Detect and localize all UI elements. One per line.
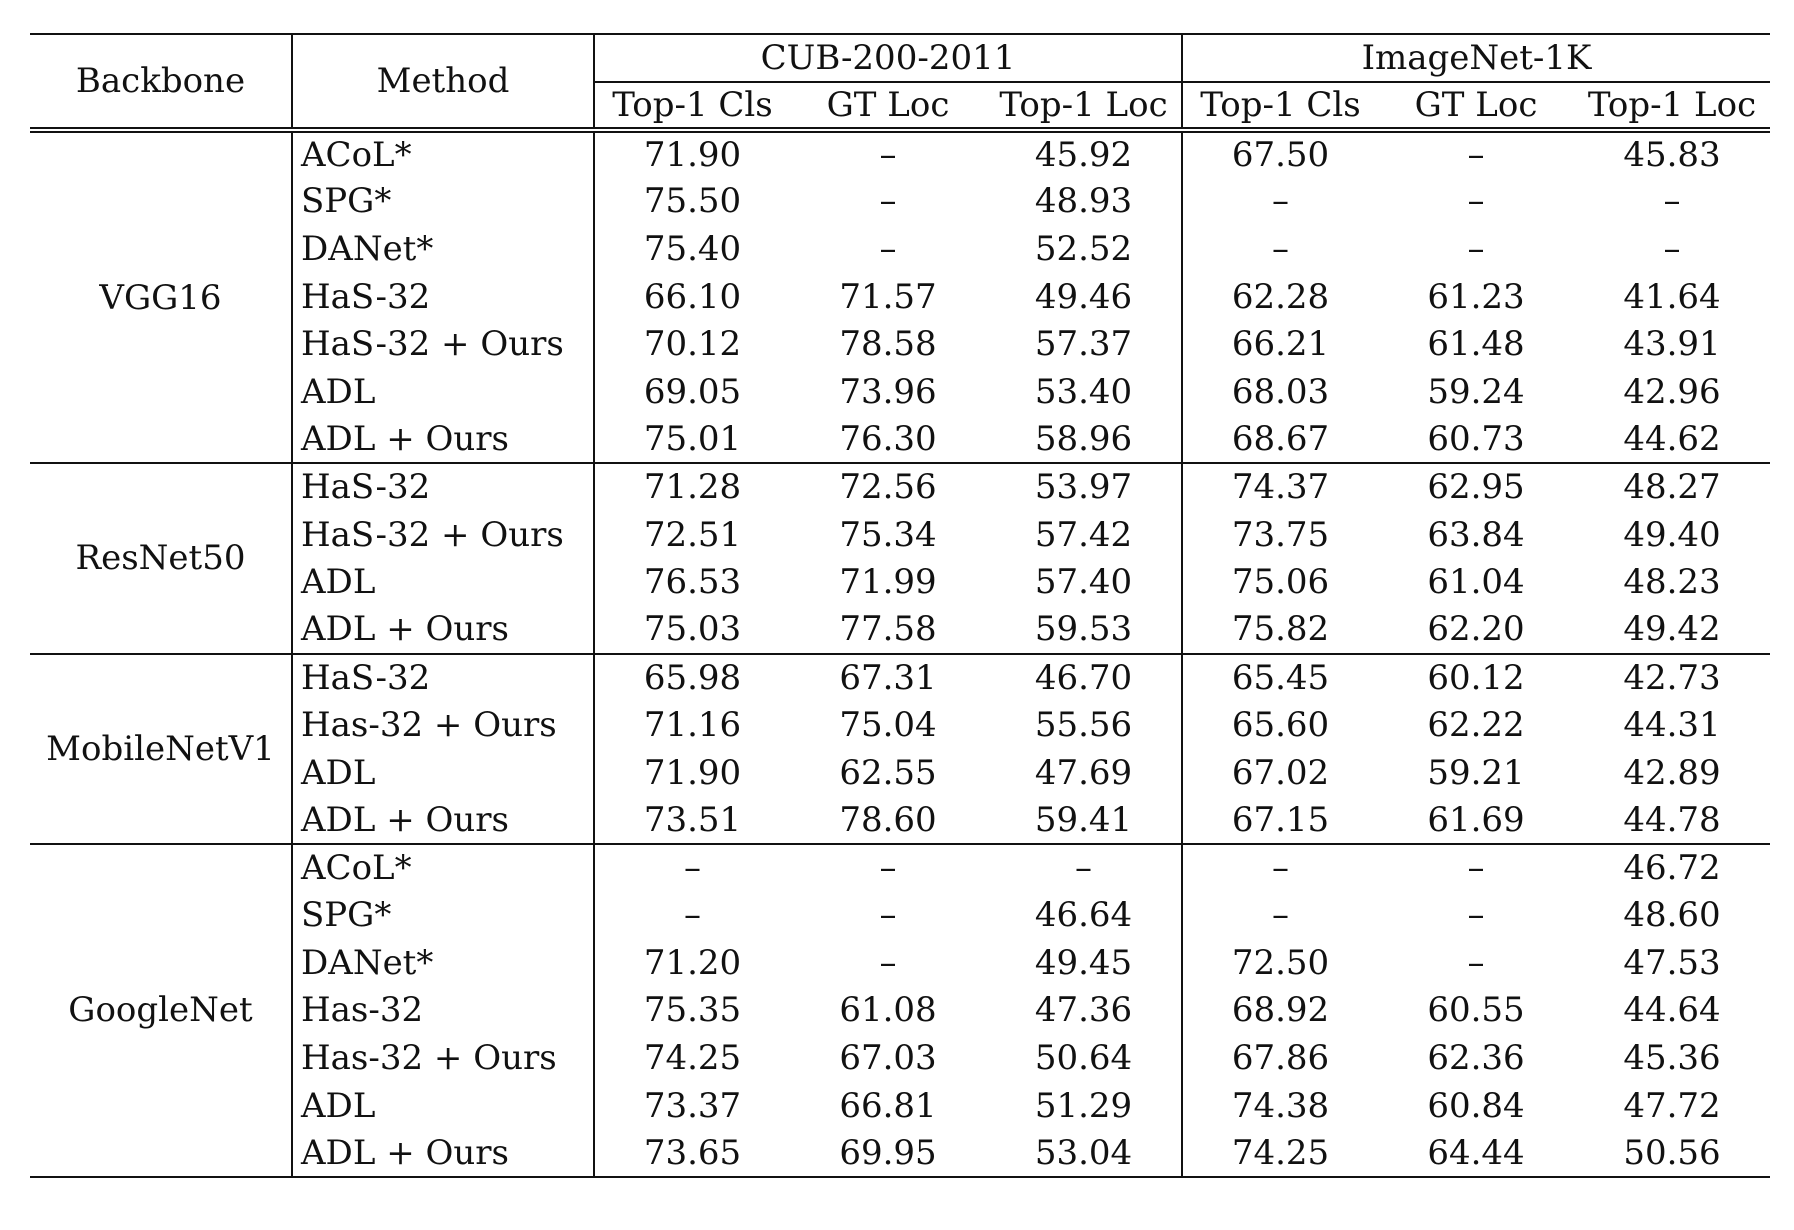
value-cell: 48.27 (1574, 463, 1770, 511)
value-cell: 78.58 (839, 324, 937, 365)
backbone-cell: ResNet50 (30, 463, 292, 653)
value-cell: 59.53 (986, 606, 1182, 654)
value-cell: 75.01 (643, 418, 742, 459)
value-cell: 42.73 (1574, 654, 1770, 702)
value-cell: 48.23 (1623, 562, 1721, 603)
value-cell: 44.62 (1623, 418, 1721, 459)
header-metric: Top-1 Loc (986, 82, 1182, 130)
method-cell: ADL + Ours (292, 606, 594, 654)
header-metric: Top-1 Cls (1200, 85, 1361, 125)
value-cell: 71.20 (643, 942, 742, 983)
table-row (30, 463, 1770, 511)
value-cell: 61.69 (1427, 799, 1525, 840)
value-cell: 60.55 (1427, 990, 1525, 1031)
value-cell: 75.82 (1231, 609, 1330, 650)
value-cell: 53.40 (986, 368, 1182, 416)
value-cell: 53.04 (986, 1129, 1182, 1177)
value-cell: 47.53 (1623, 942, 1721, 983)
backbone-cell: MobileNetV1 (30, 654, 292, 844)
value-cell: – (790, 130, 986, 178)
value-cell: 71.90 (643, 752, 742, 793)
value-cell: 71.57 (839, 276, 937, 317)
backbone-cell: VGG16 (30, 130, 292, 463)
table-row (30, 654, 1770, 702)
value-cell: 67.03 (839, 1038, 937, 1079)
value-cell: 77.58 (839, 609, 937, 650)
value-cell: 66.10 (643, 276, 742, 317)
value-cell: 71.90 (594, 130, 790, 178)
value-cell: 67.15 (1231, 799, 1330, 840)
value-cell: – (986, 844, 1182, 892)
value-cell: 58.96 (986, 416, 1182, 464)
header-dataset-imagenet: ImageNet-1K (1182, 34, 1770, 82)
method-cell: HaS-32 (292, 273, 594, 321)
value-cell: 60.73 (1427, 418, 1525, 459)
value-cell: 73.51 (643, 799, 742, 840)
value-cell: – (1272, 895, 1289, 936)
value-cell: 61.23 (1427, 276, 1525, 317)
value-cell: 44.78 (1623, 799, 1721, 840)
value-cell: 75.34 (839, 514, 937, 555)
value-cell: 70.12 (643, 324, 742, 365)
value-cell: – (1467, 228, 1485, 269)
value-cell: 72.50 (1231, 942, 1330, 983)
value-cell: – (594, 844, 790, 892)
value-cell: 72.51 (643, 514, 742, 555)
value-cell: 69.95 (790, 1129, 986, 1177)
method-cell: ADL + Ours (292, 796, 594, 844)
value-cell: – (879, 181, 897, 222)
table-row (30, 844, 1770, 892)
value-cell: 43.91 (1623, 324, 1721, 365)
value-cell: 71.16 (643, 704, 742, 745)
value-cell: 76.30 (839, 418, 937, 459)
value-cell: 44.31 (1623, 704, 1721, 745)
value-cell: 55.56 (986, 701, 1182, 749)
value-cell: – (684, 895, 701, 936)
value-cell: 74.25 (643, 1038, 742, 1079)
method-cell: SPG* (292, 178, 594, 226)
value-cell: 64.44 (1378, 1129, 1574, 1177)
value-cell: 75.50 (643, 181, 742, 222)
value-cell: 62.36 (1427, 1038, 1525, 1079)
value-cell: – (879, 895, 897, 936)
value-cell: 69.05 (643, 371, 742, 412)
value-cell: 48.93 (986, 178, 1182, 226)
value-cell: 68.92 (1231, 990, 1330, 1031)
value-cell: 48.60 (1623, 895, 1721, 936)
method-cell: ADL (292, 558, 594, 606)
method-cell: HaS-32 (292, 654, 594, 702)
value-cell: 75.40 (643, 228, 742, 269)
value-cell: – (879, 228, 897, 269)
value-cell: 61.04 (1427, 562, 1525, 603)
value-cell: 59.24 (1427, 371, 1525, 412)
method-cell: DANet* (292, 939, 594, 987)
value-cell: 66.21 (1231, 324, 1330, 365)
header-metric: GT Loc (1414, 85, 1538, 125)
method-cell: Has-32 (292, 987, 594, 1035)
value-cell: 51.29 (986, 1082, 1182, 1130)
value-cell: 61.48 (1427, 324, 1525, 365)
value-cell: 75.06 (1231, 562, 1330, 603)
value-cell: 45.36 (1623, 1038, 1721, 1079)
value-cell: 62.20 (1427, 609, 1525, 650)
value-cell: 65.98 (594, 654, 790, 702)
header-metric: Top-1 Loc (1587, 85, 1757, 125)
value-cell: 68.03 (1231, 371, 1330, 412)
value-cell: – (1378, 844, 1574, 892)
value-cell: 62.95 (1378, 463, 1574, 511)
value-cell: 41.64 (1623, 276, 1721, 317)
value-cell: 62.55 (839, 752, 937, 793)
header-metric: GT Loc (826, 85, 950, 125)
value-cell: 65.60 (1231, 704, 1330, 745)
value-cell: 62.22 (1427, 704, 1525, 745)
value-cell: – (1663, 228, 1681, 269)
value-cell: 57.42 (986, 511, 1182, 559)
value-cell: – (1467, 181, 1485, 222)
value-cell: 67.86 (1231, 1038, 1330, 1079)
method-cell: HaS-32 (292, 463, 594, 511)
method-cell: Has-32 + Ours (292, 1034, 594, 1082)
value-cell: 50.56 (1574, 1129, 1770, 1177)
method-cell: ADL + Ours (292, 1129, 594, 1177)
method-cell: SPG* (292, 892, 594, 940)
value-cell: 47.36 (986, 987, 1182, 1035)
value-cell: 59.21 (1427, 752, 1525, 793)
value-cell: – (1272, 228, 1289, 269)
table-body (30, 130, 1770, 1177)
value-cell: 73.75 (1231, 514, 1330, 555)
value-cell: 49.46 (986, 273, 1182, 321)
header-metric: Top-1 Cls (612, 85, 773, 125)
value-cell: 53.97 (986, 463, 1182, 511)
table-header (30, 34, 1770, 130)
value-cell: – (1467, 895, 1485, 936)
value-cell: 73.65 (594, 1129, 790, 1177)
value-cell: – (879, 942, 897, 983)
value-cell: 73.96 (839, 371, 937, 412)
header-method: Method (292, 34, 594, 130)
value-cell: 49.42 (1623, 609, 1721, 650)
value-cell: 75.35 (643, 990, 742, 1031)
value-cell: 67.02 (1231, 752, 1330, 793)
value-cell: 57.37 (986, 320, 1182, 368)
value-cell: 75.03 (643, 609, 742, 650)
value-cell: 44.64 (1623, 990, 1721, 1031)
value-cell: 71.99 (839, 562, 937, 603)
value-cell: 67.31 (790, 654, 986, 702)
value-cell: 60.84 (1427, 1085, 1525, 1126)
method-cell: ADL + Ours (292, 416, 594, 464)
value-cell: 68.67 (1231, 418, 1330, 459)
method-cell: DANet* (292, 225, 594, 273)
value-cell: 61.08 (839, 990, 937, 1031)
value-cell: 63.84 (1427, 514, 1525, 555)
value-cell: 50.64 (986, 1034, 1182, 1082)
value-cell: 65.45 (1182, 654, 1378, 702)
value-cell: 47.72 (1623, 1085, 1721, 1126)
header-backbone: Backbone (30, 34, 292, 130)
value-cell: 57.40 (986, 558, 1182, 606)
value-cell: – (790, 844, 986, 892)
value-cell: 74.25 (1182, 1129, 1378, 1177)
value-cell: 46.70 (986, 654, 1182, 702)
value-cell: 59.41 (986, 796, 1182, 844)
value-cell: 74.37 (1182, 463, 1378, 511)
method-cell: HaS-32 + Ours (292, 511, 594, 559)
value-cell: 49.40 (1623, 514, 1721, 555)
value-cell: 71.28 (594, 463, 790, 511)
value-cell: 47.69 (986, 749, 1182, 797)
table-row (30, 130, 1770, 178)
method-cell: ADL (292, 1082, 594, 1130)
value-cell: 76.53 (643, 562, 742, 603)
method-cell: ACoL* (292, 844, 594, 892)
value-cell: 45.83 (1574, 130, 1770, 178)
value-cell: 60.12 (1378, 654, 1574, 702)
header-row-datasets (30, 34, 1770, 82)
method-cell: ADL (292, 749, 594, 797)
backbone-cell: GoogleNet (30, 844, 292, 1177)
value-cell: – (1663, 181, 1681, 222)
value-cell: 73.37 (643, 1085, 742, 1126)
value-cell: 46.64 (986, 892, 1182, 940)
value-cell: 46.72 (1574, 844, 1770, 892)
value-cell: 42.89 (1623, 752, 1721, 793)
value-cell: 75.04 (839, 704, 937, 745)
value-cell: 49.45 (986, 939, 1182, 987)
header-dataset-cub: CUB-200-2011 (594, 34, 1182, 82)
value-cell: 72.56 (790, 463, 986, 511)
method-cell: ADL (292, 368, 594, 416)
value-cell: – (1272, 181, 1289, 222)
value-cell: 52.52 (986, 225, 1182, 273)
method-cell: HaS-32 + Ours (292, 320, 594, 368)
value-cell: 78.60 (839, 799, 937, 840)
method-cell: ACoL* (292, 130, 594, 178)
value-cell: – (1467, 942, 1485, 983)
value-cell: 42.96 (1623, 371, 1721, 412)
value-cell: – (1182, 844, 1378, 892)
value-cell: 45.92 (986, 130, 1182, 178)
value-cell: 67.50 (1182, 130, 1378, 178)
results-table (30, 33, 1770, 1178)
value-cell: – (1378, 130, 1574, 178)
method-cell: Has-32 + Ours (292, 701, 594, 749)
value-cell: 74.38 (1231, 1085, 1330, 1126)
value-cell: 62.28 (1231, 276, 1330, 317)
value-cell: 66.81 (839, 1085, 937, 1126)
